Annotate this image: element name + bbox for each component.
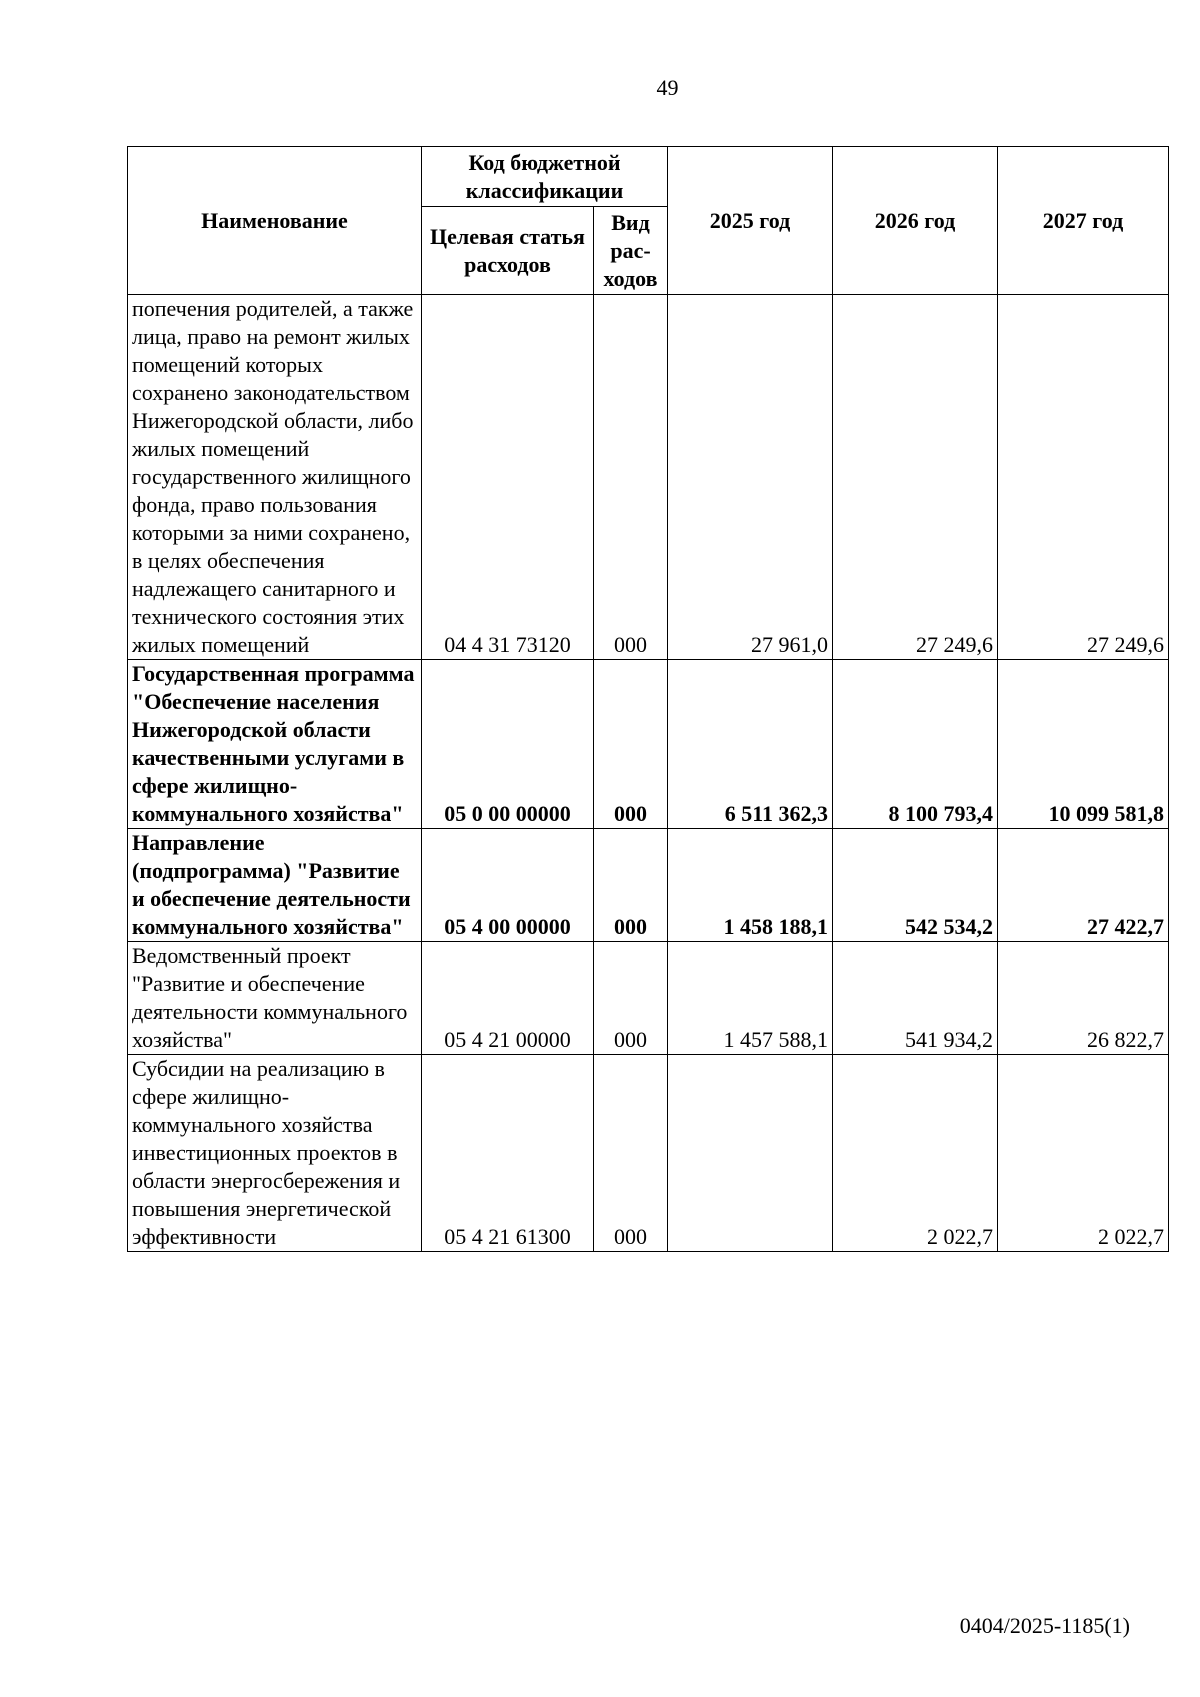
row-amount-2025: 6 511 362,3 — [668, 660, 833, 829]
row-amount-2026: 27 249,6 — [833, 295, 998, 660]
page-number: 49 — [656, 75, 679, 100]
row-amount-2027: 27 422,7 — [998, 829, 1169, 942]
row-amount-2025: 1 457 588,1 — [668, 942, 833, 1055]
row-expense-kind: 000 — [594, 829, 668, 942]
row-amount-2026: 542 534,2 — [833, 829, 998, 942]
row-amount-2025 — [668, 1055, 833, 1252]
row-target-article: 04 4 31 73120 — [422, 295, 594, 660]
row-name: попечения родителей, а также лица, право на ремонт жилых помещений которых сохранено законодательством Нижегородской области, либо жилых помещений государственного жилищного фонда, право пользования которыми за ними сохранено, в целях обеспечения надлежащего санитарного и технического состояния этих жилых помещений — [128, 295, 422, 660]
row-target-article: 05 0 00 00000 — [422, 660, 594, 829]
row-amount-2027: 27 249,6 — [998, 295, 1169, 660]
header-name: Наименование — [128, 147, 422, 295]
table-row — [128, 1055, 1169, 1252]
row-name: Направление (подпрограмма) "Развитие и обеспечение деятельности коммунального хозяйства" — [128, 829, 422, 942]
row-name: Ведомственный проект "Развитие и обеспечение деятельности коммунального хозяйства" — [128, 942, 422, 1055]
header-expense-kind: Вид рас-ходов — [594, 207, 668, 295]
row-amount-2025: 27 961,0 — [668, 295, 833, 660]
header-2025: 2025 год — [668, 147, 833, 295]
row-amount-2026: 2 022,7 — [833, 1055, 998, 1252]
row-amount-2025: 1 458 188,1 — [668, 829, 833, 942]
table-row — [128, 660, 1169, 829]
row-amount-2026: 541 934,2 — [833, 942, 998, 1055]
row-amount-2027: 10 099 581,8 — [998, 660, 1169, 829]
table-row — [128, 829, 1169, 942]
row-name: Субсидии на реализацию в сфере жилищно-коммунального хозяйства инвестиционных проектов в области энергосбережения и повышения энергетической эффективности — [128, 1055, 422, 1252]
row-target-article: 05 4 21 00000 — [422, 942, 594, 1055]
row-expense-kind: 000 — [594, 1055, 668, 1252]
row-amount-2026: 8 100 793,4 — [833, 660, 998, 829]
header-2027: 2027 год — [998, 147, 1169, 295]
row-target-article: 05 4 00 00000 — [422, 829, 594, 942]
row-target-article: 05 4 21 61300 — [422, 1055, 594, 1252]
header-target-article: Целевая статья расходов — [422, 207, 594, 295]
row-amount-2027: 2 022,7 — [998, 1055, 1169, 1252]
row-amount-2027: 26 822,7 — [998, 942, 1169, 1055]
row-expense-kind: 000 — [594, 295, 668, 660]
header-code-group: Код бюджетной классификации — [422, 147, 668, 207]
table-row — [128, 942, 1169, 1055]
row-expense-kind: 000 — [594, 942, 668, 1055]
row-expense-kind: 000 — [594, 660, 668, 829]
row-name: Государственная программа "Обеспечение населения Нижегородской области качественными услугами в сфере жилищно-коммунального хозяйства" — [128, 660, 422, 829]
document-code: 0404/2025-1185(1) — [959, 1613, 1130, 1638]
budget-table — [127, 146, 1169, 1252]
table-row — [128, 295, 1169, 660]
header-2026: 2026 год — [833, 147, 998, 295]
